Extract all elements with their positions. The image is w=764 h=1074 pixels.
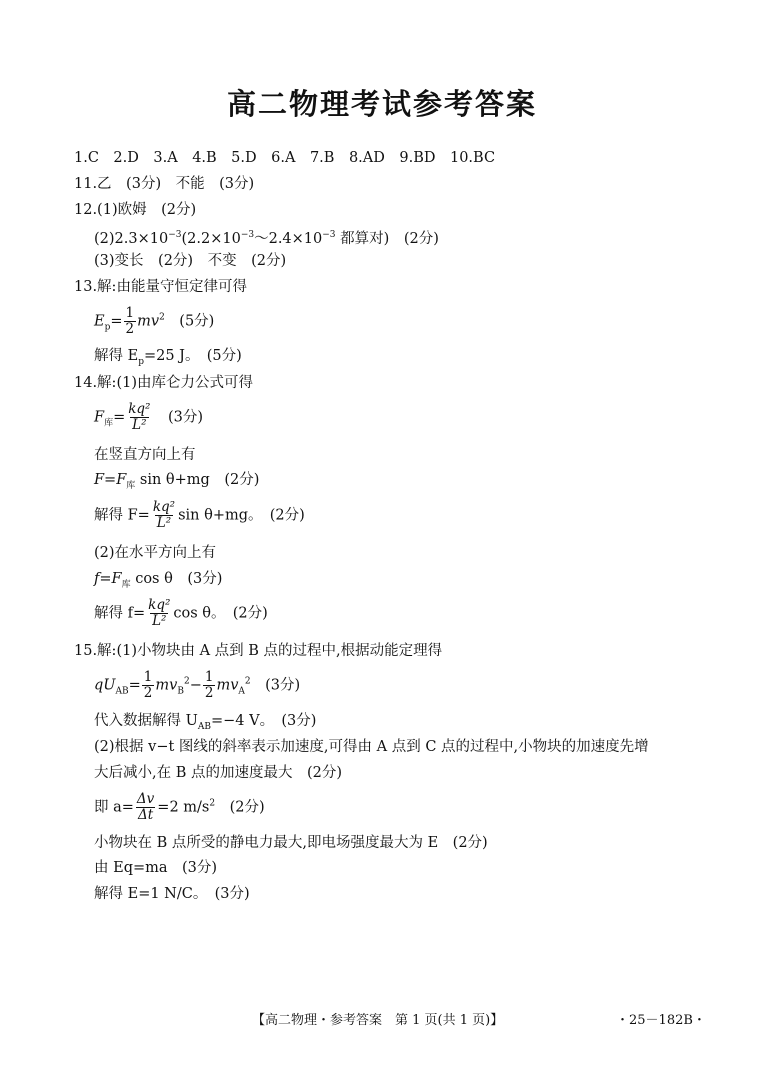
eq-symbol: F (94, 409, 105, 426)
eq-text: 解得 f= (94, 605, 146, 622)
fraction-denominator: 2 (125, 321, 135, 337)
eq-subscript: 库 (104, 418, 114, 429)
q15-voltage-result (94, 712, 316, 736)
fraction (151, 500, 177, 531)
eq-subscript: p (104, 322, 111, 333)
q15-energy-equation: $qU_{AB}=$ $\frac{1}{2}$ $mv_B^2-$ $\frac{1}{2}$ $mv_A^2$ (3分) (94, 669, 301, 701)
eq-subscript: B (177, 686, 184, 697)
q15-newton-line: 由 Eq=ma (3分) (94, 860, 218, 876)
fraction-numerator: kq² (148, 597, 171, 613)
eq-subscript: 库 (126, 480, 136, 491)
eq-superscript: 2 (209, 798, 216, 809)
eq-operator: − (189, 677, 202, 694)
fraction (146, 598, 172, 629)
fraction-denominator: L² (156, 515, 172, 531)
result-text: 解得 E (94, 348, 139, 364)
result-subscript: AB (197, 721, 211, 732)
eq-text: f=F (94, 571, 122, 587)
eq-superscript: 2 (244, 676, 251, 687)
fraction-numerator: kq² (128, 401, 151, 417)
fraction-numerator: kq² (152, 499, 176, 515)
fraction-numerator: 1 (204, 669, 214, 685)
choice-answers: 1.C 2.D 3.A 4.B 5.D 6.A 7.B 8.AD 9.BD 10.BC (74, 150, 496, 166)
eq-text: 解得 F= (94, 507, 150, 524)
answer-12-part1: 12.(1)欧姆 (2分) (74, 202, 197, 218)
eq-text-rest: =2 m/s (157, 799, 210, 816)
result-text-end: =25 J。 (5分) (143, 348, 242, 364)
score: (3分) (250, 677, 301, 694)
fraction-denominator: Δt (138, 807, 154, 823)
q12-p2-text-b: (2.2×10 (181, 230, 241, 247)
fraction (124, 306, 137, 337)
fraction-numerator: 1 (125, 305, 135, 321)
eq-term: mv (155, 677, 178, 694)
eq-text: F=F (94, 472, 127, 488)
eq-operator: = (110, 313, 123, 330)
eq-superscript: 2 (183, 676, 190, 687)
q14-vertical-equation (94, 471, 259, 495)
score: (5分) (164, 313, 215, 330)
eq-subscript: 库 (121, 579, 131, 590)
fraction-denominator: L² (132, 417, 147, 433)
eq-text: 即 a= (94, 799, 134, 816)
fraction-denominator: 2 (204, 685, 214, 701)
answer-14-intro: 14.解:(1)由库仑力公式可得 (74, 375, 253, 391)
q13-equation (94, 306, 214, 337)
q12-p2-text-d: 都算对) (2分) (335, 230, 439, 247)
page-title: 高二物理考试参考答案 (226, 87, 537, 121)
q13-result (94, 347, 242, 371)
q15-acceleration-equation (94, 792, 265, 823)
q12-p2-text-c: ～2.4×10 (254, 230, 323, 247)
q12-exp1: −3 (168, 230, 182, 240)
eq-term: mv (216, 677, 239, 694)
q12-p2-text-a: (2)2.3×10 (94, 230, 169, 247)
eq-symbol: E (94, 313, 105, 330)
fraction-numerator: Δv (136, 791, 155, 807)
q12-exp2: −3 (240, 230, 255, 240)
eq-symbol: qU (94, 677, 116, 694)
eq-text-rest: cos θ (3分) (130, 571, 223, 587)
result-text: 代入数据解得 U (94, 713, 198, 729)
score: (2分) (215, 799, 265, 816)
q15-final-result: 解得 E=1 N/C。 (3分) (94, 886, 250, 902)
score: (3分) (153, 409, 204, 426)
answer-12-part2 (94, 226, 439, 248)
eq-text-rest: cos θ。 (2分) (173, 605, 268, 622)
q12-exp3: −3 (322, 230, 336, 240)
eq-text-rest: sin θ+mg。 (2分) (178, 507, 305, 524)
result-text-end: =−4 V。 (3分) (210, 713, 317, 729)
page-footer: 【高二物理・参考答案 第 1 页(共 1 页)】 (252, 1013, 504, 1028)
fraction-numerator: 1 (143, 669, 153, 685)
answer-11: 11.乙 (3分) 不能 (3分) (74, 176, 255, 192)
answer-13-intro: 13.解:由能量守恒定律可得 (74, 279, 247, 295)
q14-horizontal: (2)在水平方向上有 (94, 545, 217, 561)
answer-15-intro: 15.解:(1)小物块由 A 点到 B 点的过程中,根据动能定理得 (74, 643, 443, 659)
fraction (135, 792, 156, 823)
fraction (203, 670, 216, 701)
fraction (126, 402, 152, 433)
eq-term: mv (137, 313, 160, 330)
result-subscript: p (138, 356, 144, 367)
q14-vertical: 在竖直方向上有 (94, 447, 196, 463)
eq-superscript: 2 (159, 312, 165, 323)
eq-subscript: AB (115, 686, 129, 697)
answer-12-part3: (3)变长 (2分) 不变 (2分) (94, 253, 287, 269)
eq-subscript: A (238, 686, 245, 697)
q14-friction-result (94, 598, 268, 629)
fraction-denominator: 2 (143, 685, 153, 701)
q14-horizontal-equation (94, 570, 222, 594)
q15-part2-line1: (2)根据 v−t 图线的斜率表示加速度,可得由 A 点到 C 点的过程中,小物块的加速度先增 (94, 739, 649, 755)
fraction (142, 670, 155, 701)
q15-part2-line2: 大后减小,在 B 点的加速度最大 (2分) (94, 765, 343, 781)
q15-field-line: 小物块在 B 点所受的静电力最大,即电场强度最大为 E (2分) (94, 835, 488, 851)
q14-force-result (94, 500, 305, 531)
eq-text-rest: sin θ+mg (2分) (135, 472, 260, 488)
fraction-denominator: L² (152, 613, 167, 629)
q14-coulomb-equation: $F_库=$ $\frac{\text{kq²}}{\text{L²}}$ (3分) (94, 401, 204, 433)
exam-code: ・25－182B・ (616, 1013, 706, 1028)
